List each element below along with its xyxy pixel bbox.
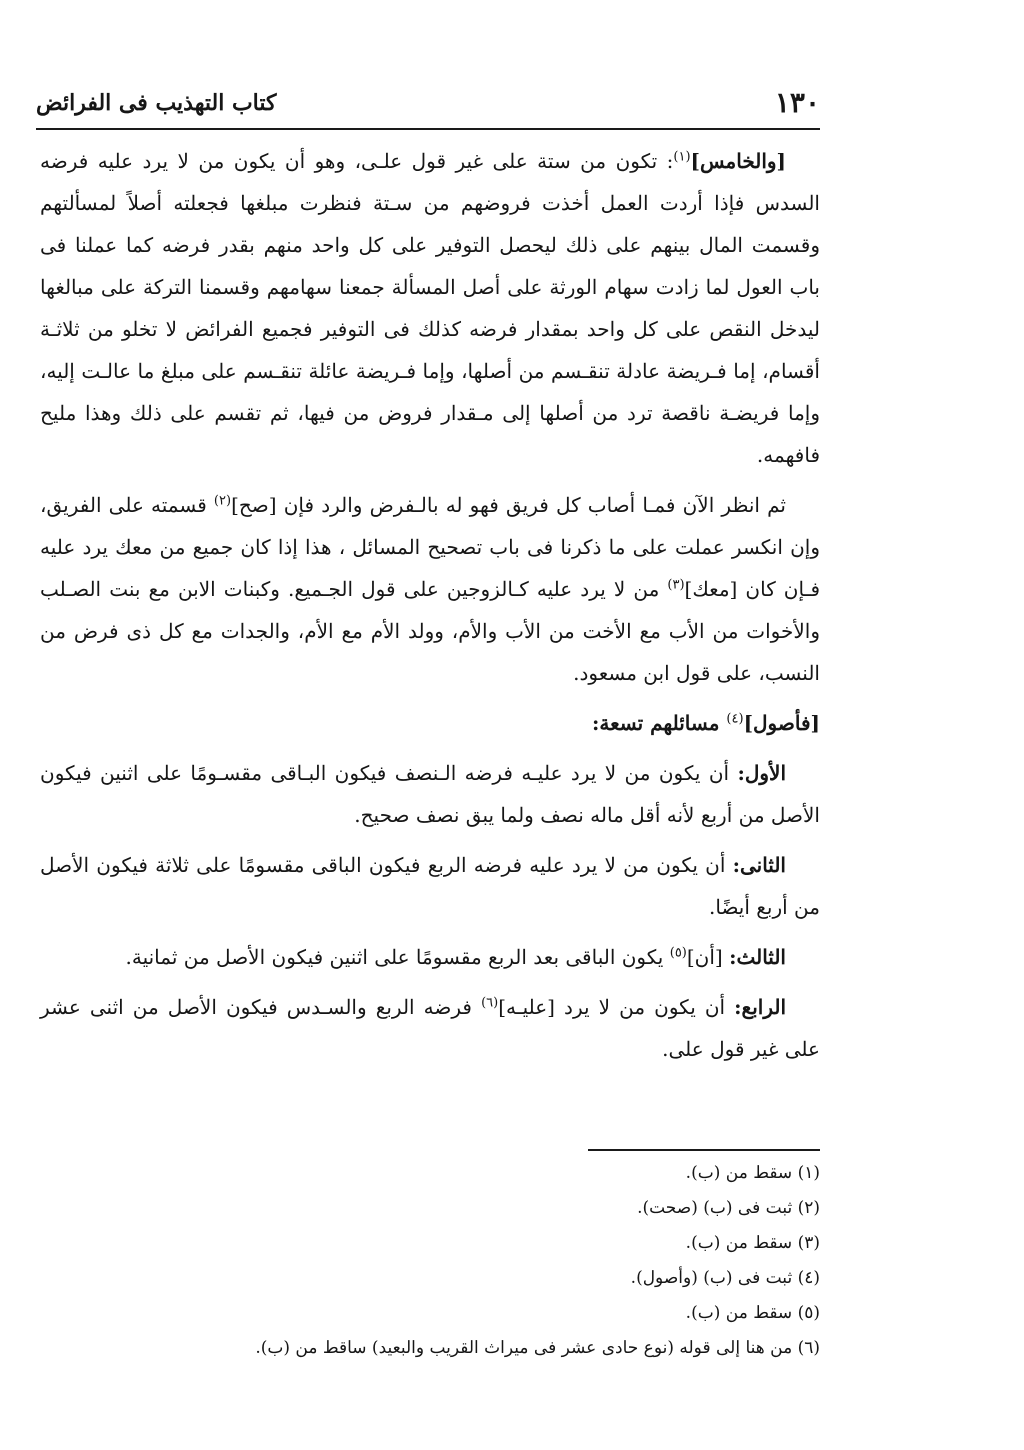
paragraph-text: أن يكون من لا يرد عليـه فرضه الـنصف فيكون البـاقى مقسـومًا على اثنين فيكون الأصل من أربع لأنه أقل ماله نصف ولما يبق نصف صحيح. bbox=[40, 761, 820, 827]
paragraph-text: مسائلهم تسعة: bbox=[591, 711, 727, 735]
paragraph-second bbox=[40, 844, 820, 928]
page-body bbox=[40, 140, 820, 1078]
footnote-ref: (١) bbox=[673, 149, 691, 165]
footnote-ref: (٦) bbox=[481, 995, 499, 1011]
footnote-item: (١) سقط من (ب). bbox=[685, 1163, 820, 1183]
paragraph-distribution bbox=[40, 484, 820, 694]
page-header bbox=[36, 80, 820, 130]
paragraph-text: فرضه الربع والسـدس فيكون الأصل من اثنى عشر على غير قول على. bbox=[40, 995, 820, 1061]
footnote-item: (٢) ثبت فى (ب) (صحت). bbox=[637, 1198, 820, 1218]
paragraph-lead: الرابع: bbox=[734, 995, 787, 1019]
paragraph-lead: الأول: bbox=[737, 761, 787, 785]
footnote-item: (٤) ثبت فى (ب) (وأصول). bbox=[630, 1268, 820, 1288]
book-title: كتاب التهذيب فى الفرائض bbox=[36, 90, 277, 116]
paragraph-text: من لا يرد عليه كـالزوجين على قول الجـميع. وكبنات الابن مع بنت الصـلب والأخوات من الأب مع الأخت من الأب والأم، وولد الأم مع الأم، والجدات مع كل ذى فرض من النسب، على قول ابن مسعود. bbox=[40, 577, 821, 685]
paragraph-text: يكون الباقى بعد الربع مقسومًا على اثنين فيكون الأصل من ثمانية. bbox=[125, 945, 670, 969]
paragraph-lead: [فأصول] bbox=[743, 711, 820, 735]
footnote-ref: (٣) bbox=[667, 577, 685, 593]
paragraph-lead: [والخامس] bbox=[690, 149, 786, 173]
paragraph-third bbox=[40, 936, 820, 978]
paragraph-lead: الثانى: bbox=[732, 853, 786, 877]
paragraph-text: ثم انظر الآن فمـا أصاب كل فريق فهو له بالـفرض والرد فإن [صح] bbox=[231, 493, 787, 517]
paragraph-text: : تكون من ستة على غير قول علـى، وهو أن يكون من لا يرد عليه فرضه السدس فإذا أردت العمل أخذت فروضهم من سـتة فنظرت مبلغها فجعلته أصلاً لمسألتهم وقسمت المال بينهم على ذلك ليحصل التوفير على كل واحد منهم بقدر فرضه كما عملنا فى باب العول لما زادت سهام الورثة على أصل المسألة جمعنا سهامهم وقسمنا التركة على مبالغها ليدخل النقص على كل واحد بمقدار فرضه كذلك فى التوفير فجميع الفرائض لا تخلو من ثلاثـة أقسام، إما فـريضة عادلة تنقـسم من أصلها، وإما فـريضة عائلة تنقـسم على مبلغ ما عالـت إليه، وإما فريضـة ناقصة ترد من أصلها إلى مـقدار فروض من فيها، ثم تقسم على ذلك وهذا مليح فافهمه. bbox=[40, 149, 820, 467]
paragraph-text: أن يكون من لا يرد [عليـه] bbox=[498, 995, 735, 1019]
paragraph-first bbox=[40, 752, 820, 836]
footnote-ref: (٢) bbox=[213, 493, 232, 509]
paragraph-text: أن يكون من لا يرد عليه فرضه الربع فيكون الباقى مقسومًا على ثلاثة فيكون الأصل من أربع أيضًا. bbox=[40, 853, 820, 919]
section-heading-origins bbox=[40, 702, 820, 744]
paragraph-lead: الثالث: bbox=[729, 945, 786, 969]
footnote-ref: (٥) bbox=[669, 945, 687, 961]
paragraph-text: قسمته على الفريق، وإن انكسر عملت على ما ذكرنا فى باب تصحيح المسائل ، هذا إذا كان جميع من معك يرد عليه فـإن كان [معك] bbox=[40, 493, 820, 601]
footnote-ref: (٤) bbox=[726, 711, 744, 727]
footnotes bbox=[40, 1156, 820, 1366]
paragraph-fourth bbox=[40, 986, 820, 1070]
footnote-item: (٣) سقط من (ب). bbox=[685, 1233, 820, 1253]
paragraph-text: [أن] bbox=[686, 945, 730, 969]
paragraph-fifth bbox=[40, 140, 820, 476]
page-number: ١٣٠ bbox=[774, 86, 820, 119]
footnote-item: (٦) من هنا إلى قوله (نوع حادى عشر فى ميراث القريب والبعيد) ساقط من (ب). bbox=[255, 1338, 820, 1358]
footnote-item: (٥) سقط من (ب). bbox=[685, 1303, 820, 1323]
footnote-divider bbox=[588, 1149, 820, 1151]
